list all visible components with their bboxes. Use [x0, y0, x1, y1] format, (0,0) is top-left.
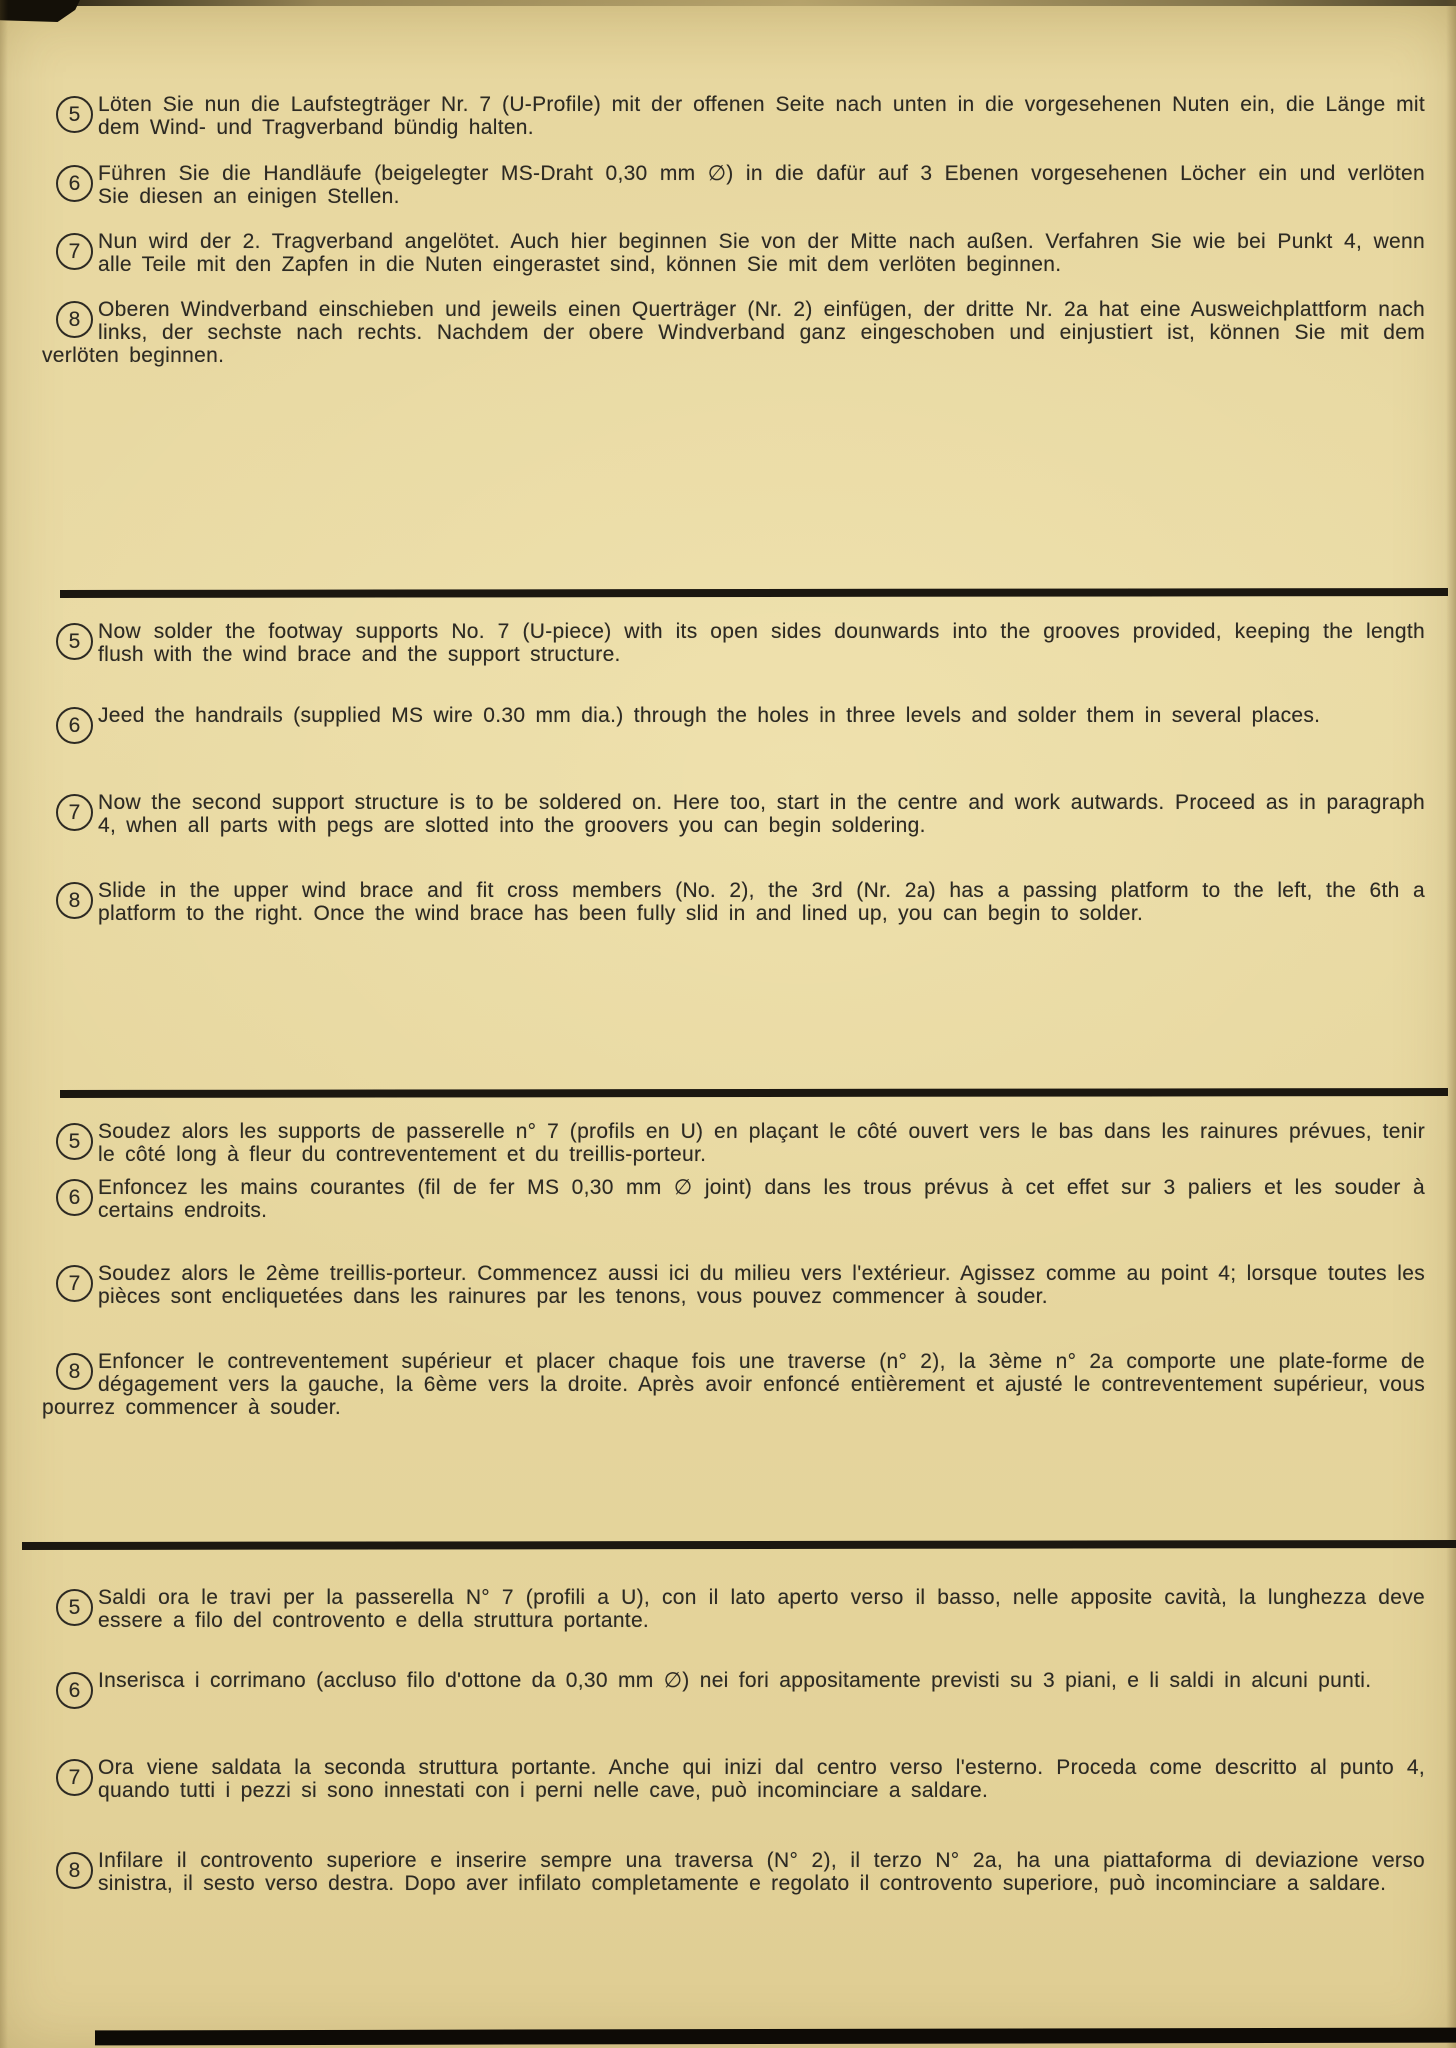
- step-number-badge: [42, 1350, 98, 1396]
- step-german-8: [42, 298, 1425, 367]
- step-number-badge: [42, 1120, 98, 1166]
- step-text: Führen Sie die Handläufe (beigelegter MS-Draht 0,30 mm ∅) in die dafür auf 3 Ebenen vorgesehenen Löcher ein und verlöten Sie diesen an einigen Stellen.: [98, 162, 1425, 208]
- step-number: 5: [56, 1589, 93, 1626]
- step-number: 6: [56, 1672, 93, 1709]
- bottom-rule: [95, 2028, 1456, 2046]
- step-german-5: [42, 93, 1425, 139]
- step-number: 7: [56, 1759, 93, 1796]
- step-number-badge: [42, 1849, 98, 1895]
- step-text: Infilare il controvento superiore e inserire sempre una traversa (N° 2), il terzo N° 2a, ha una piattaforma di deviazione verso sinistra, il sesto verso destra. Dopo aver infilato completamente e regolato il controvento superiore, può incominciare a saldare.: [98, 1849, 1425, 1895]
- step-number: 5: [56, 96, 93, 133]
- step-text: Now solder the footway supports No. 7 (U-piece) with its open sides dounwards into the grooves provided, keeping the length flush with the wind brace and the support structure.: [98, 620, 1425, 666]
- step-text: Enfoncer le contreventement supérieur et placer chaque fois une traverse (n° 2), la 3ème n° 2a comporte une plate-forme de dégagement vers la gauche, la 6ème vers la droite. Après avoir enfoncé entièrement et ajusté le contreventement supérieur, vous pourrez commencer à souder.: [42, 1350, 1425, 1419]
- step-number: 7: [56, 233, 93, 270]
- scan-artifact-corner-mark: [0, 0, 80, 22]
- step-number-badge: [42, 791, 98, 837]
- step-german-6: [42, 162, 1425, 208]
- step-english-7: [42, 791, 1425, 837]
- step-number: 6: [56, 707, 93, 744]
- step-number: 7: [56, 794, 93, 831]
- step-text: Oberen Windverband einschieben und jeweils einen Querträger (Nr. 2) einfügen, der dritte Nr. 2a hat eine Ausweichplattform nach links, der sechste nach rechts. Nachdem der obere Windverband ganz eingeschoben und einjustiert ist, können Sie mit dem verlöten beginnen.: [42, 298, 1425, 367]
- step-number-badge: [42, 1586, 98, 1632]
- step-number-badge: [42, 1756, 98, 1802]
- section-divider-german-english: [60, 588, 1448, 598]
- step-french-6: [42, 1176, 1425, 1222]
- step-number-badge: [42, 1262, 98, 1308]
- step-number: 7: [56, 1265, 93, 1302]
- step-number-badge: [42, 1176, 98, 1222]
- step-text: Soudez alors les supports de passerelle n° 7 (profils en U) en plaçant le côté ouvert vers le bas dans les rainures prévues, tenir le côté long à fleur du contreventement et du treillis-porteur.: [98, 1120, 1425, 1166]
- step-italian-6: [42, 1669, 1425, 1715]
- step-number-badge: [42, 879, 98, 925]
- step-french-8: [42, 1350, 1425, 1419]
- step-french-5: [42, 1120, 1425, 1166]
- step-number-badge: [42, 93, 98, 139]
- scan-shadow-right: [1446, 0, 1456, 2048]
- step-english-6: [42, 704, 1425, 750]
- step-text: Löten Sie nun die Laufstegträger Nr. 7 (U-Profile) mit der offenen Seite nach unten in die vorgesehenen Nuten ein, die Länge mit dem Wind- und Tragverband bündig halten.: [98, 93, 1425, 139]
- step-number-badge: [42, 298, 98, 344]
- step-number: 8: [56, 1353, 93, 1390]
- step-text: Nun wird der 2. Tragverband angelötet. Auch hier beginnen Sie von der Mitte nach außen. Verfahren Sie wie bei Punkt 4, wenn alle Teile mit den Zapfen in die Nuten eingerastet sind, können Sie mit dem verlöten beginnen.: [98, 230, 1425, 276]
- step-text: Jeed the handrails (supplied MS wire 0.30 mm dia.) through the holes in three levels and solder them in several places.: [98, 704, 1321, 727]
- step-text: Enfoncez les mains courantes (fil de fer MS 0,30 mm ∅ joint) dans les trous prévus à cet effet sur 3 paliers et les souder à certains endroits.: [98, 1176, 1425, 1222]
- scan-artifact-top-edge: [0, 0, 1456, 6]
- step-german-7: [42, 230, 1425, 276]
- step-number: 8: [56, 1852, 93, 1889]
- step-italian-8: [42, 1849, 1425, 1895]
- step-english-8: [42, 879, 1425, 925]
- step-number: 5: [56, 623, 93, 660]
- step-french-7: [42, 1262, 1425, 1308]
- section-divider-english-french: [60, 1088, 1448, 1098]
- section-divider-french-italian: [22, 1540, 1456, 1550]
- step-number: 6: [56, 1179, 93, 1216]
- step-italian-5: [42, 1586, 1425, 1632]
- step-number-badge: [42, 230, 98, 276]
- step-text: Ora viene saldata la seconda struttura portante. Anche qui inizi dal centro verso l'esterno. Proceda come descritto al punto 4, quando tutti i pezzi si sono innestati con i perni nelle cave, può incominciare a saldare.: [98, 1756, 1425, 1802]
- step-number-badge: [42, 162, 98, 208]
- step-number-badge: [42, 620, 98, 666]
- step-text: Soudez alors le 2ème treillis-porteur. Commencez aussi ici du milieu vers l'extérieur. Agissez comme au point 4; lorsque toutes les pièces sont encliquetées dans les rainures par les tenons, vous pouvez commencer à souder.: [98, 1262, 1425, 1308]
- step-number: 6: [56, 165, 93, 202]
- step-number: 8: [56, 882, 93, 919]
- scan-shadow-left: [0, 0, 8, 2048]
- step-italian-7: [42, 1756, 1425, 1802]
- step-text: Saldi ora le travi per la passerella N° 7 (profili a U), con il lato aperto verso il basso, nelle apposite cavità, la lunghezza deve essere a filo del controvento e della struttura portante.: [98, 1586, 1425, 1632]
- step-text: Now the second support structure is to be soldered on. Here too, start in the centre and work autwards. Proceed as in paragraph 4, when all parts with pegs are slotted into the groovers you can begin soldering.: [98, 791, 1425, 837]
- step-number-badge: [42, 704, 98, 750]
- step-text: Inserisca i corrimano (accluso filo d'ottone da 0,30 mm ∅) nei fori appositamente previsti su 3 piani, e li saldi in alcuni punti.: [98, 1669, 1372, 1692]
- step-english-5: [42, 620, 1425, 666]
- step-text: Slide in the upper wind brace and fit cross members (No. 2), the 3rd (Nr. 2a) has a passing platform to the left, the 6th a platform to the right. Once the wind brace has been fully slid in and lined up, you can begin to solder.: [98, 879, 1425, 925]
- step-number-badge: [42, 1669, 98, 1715]
- step-number: 5: [56, 1123, 93, 1160]
- step-number: 8: [56, 301, 93, 338]
